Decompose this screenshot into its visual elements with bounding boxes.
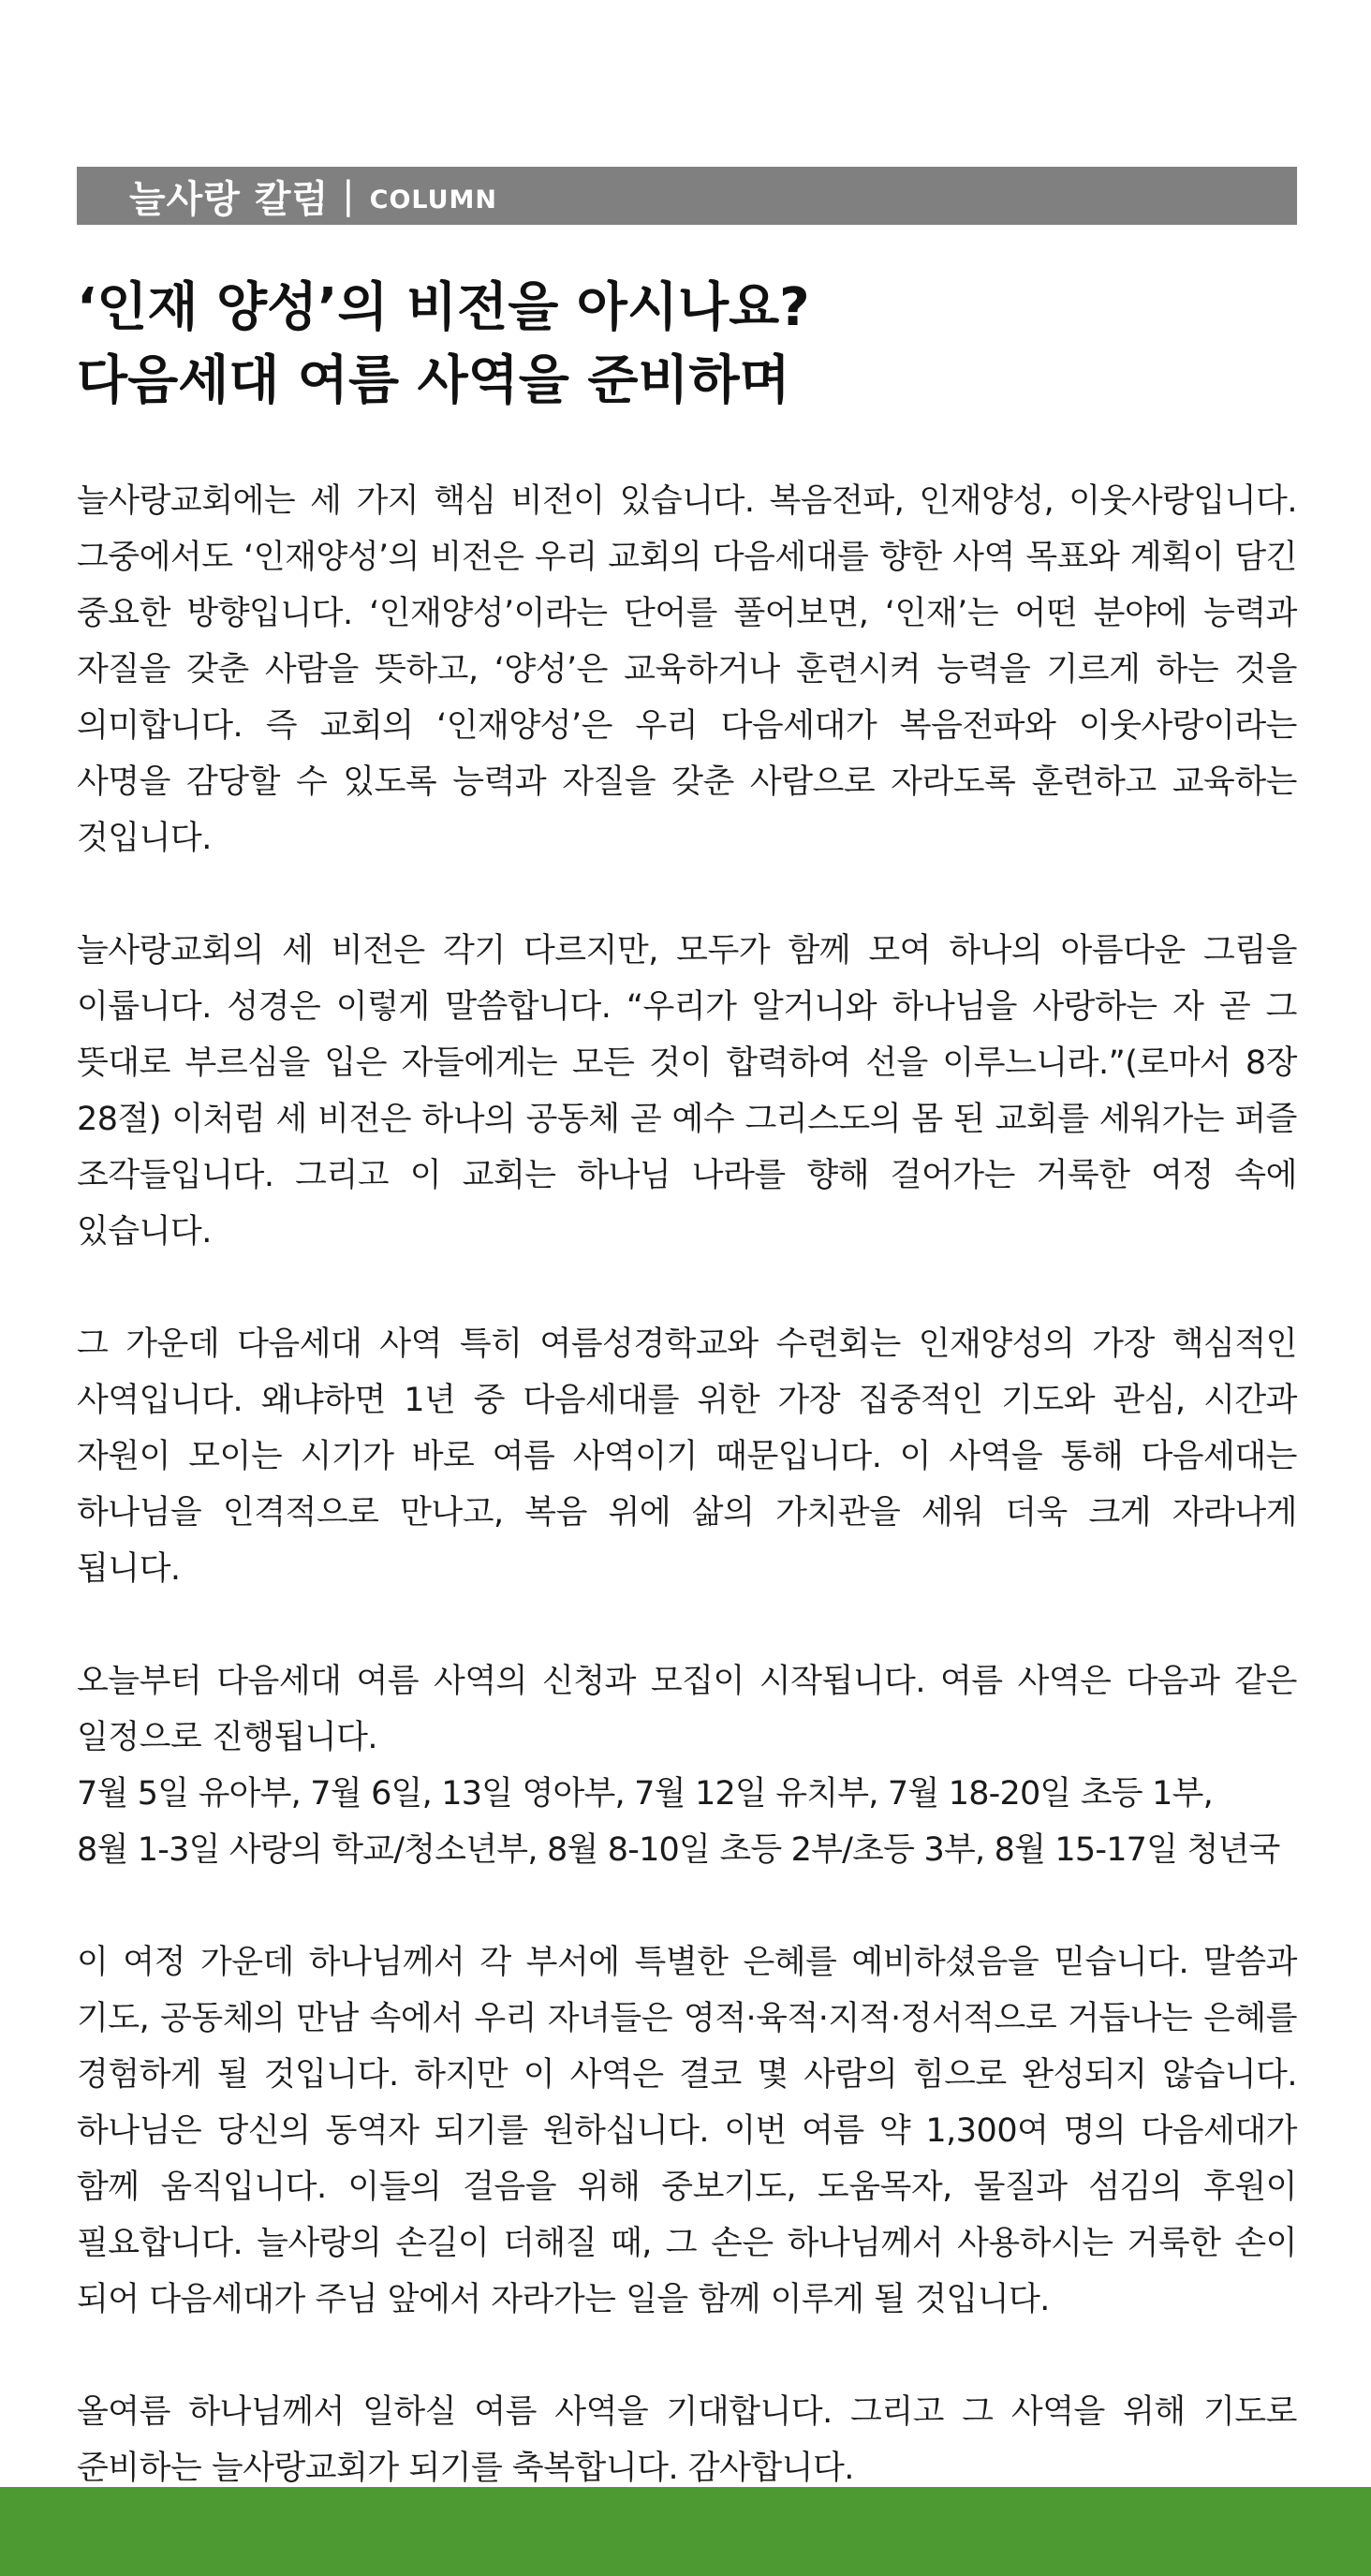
schedule-list (77, 1766, 1297, 1878)
headline-line-2: 다음세대 여름 사역을 준비하며 (77, 350, 790, 411)
paragraph-grace: 이 여정 가운데 하나님께서 각 부서에 특별한 은혜를 예비하셨음을 믿습니다. 말씀과 기도, 공동체의 만남 속에서 우리 자녀들은 영적·육적·지적·정서적으로 거듭나는 은혜를 경험하게 될 것입니다. 하지만 이 사역은 결코 몇 사람의 힘으로 완성되지 않습니다. 하나님은 당신의 동역자 되기를 원하십니다. 이번 여름 약 1,300여 명의 다음세대가 함께 움직입니다. 이들의 걸음을 위해 중보기도, 도움목자, 물질과 섬김의 후원이 필요합니다. 늘사랑의 손길이 더해질 때, 그 손은 하나님께서 사용하시는 거룩한 손이 되어 다음세대가 주님 앞에서 자라가는 일을 함께 이루게 될 것입니다. (77, 1944, 1297, 2318)
schedule-line-2: 8월 1-3일 사랑의 학교/청소년부, 8월 8-10일 초등 2부/초등 3부, 8월 15-17일 청년국 (77, 1831, 1280, 1869)
article-body (77, 473, 1297, 2553)
paragraph-three-visions: 늘사랑교회의 세 비전은 각기 다르지만, 모두가 함께 모여 하나의 아름다운 그림을 이룹니다. 성경은 이렇게 말씀합니다. “우리가 알거니와 하나님을 사랑하는 자 곧 그 뜻대로 부르심을 입은 자들에게는 모든 것이 합력하여 선을 이루느니라.”(로마서 8장 28절) 이처럼 세 비전은 하나의 공동체 곧 예수 그리스도의 몸 된 교회를 세워가는 퍼즐 조각들입니다. 그리고 이 교회는 하나님 나라를 향해 걸어가는 거룩한 여정 속에 있습니다. (77, 932, 1297, 1251)
paragraph-summer-ministry: 그 가운데 다음세대 사역 특히 여름성경학교와 수련회는 인재양성의 가장 핵심적인 사역입니다. 왜냐하면 1년 중 다음세대를 위한 가장 집중적인 기도와 관심, 시간과 자원이 모이는 시기가 바로 여름 사역이기 때문입니다. 이 사역을 통해 다음세대는 하나님을 인격적으로 만나고, 복음 위에 삶의 가치관을 세워 더욱 크게 자라나게 됩니다. (77, 1325, 1297, 1588)
schedule-line-1: 7월 5일 유아부, 7월 6일, 13일 영아부, 7월 12일 유치부, 7월 18-20일 초등 1부, (77, 1775, 1213, 1813)
article-headline (77, 272, 1297, 418)
footer-bar (0, 2487, 1371, 2576)
column-subtitle: COLUMN (369, 185, 498, 215)
headline-line-1: ‘인재 양성’의 비전을 아시나요? (77, 277, 810, 338)
paragraph-registration: 오늘부터 다음세대 여름 사역의 신청과 모집이 시작됩니다. 여름 사역은 다음과 같은 일정으로 진행됩니다. (77, 1663, 1297, 1756)
paragraph-closing: 올여름 하나님께서 일하실 여름 사역을 기대합니다. 그리고 그 사역을 위해 기도로 준비하는 늘사랑교회가 되기를 축복합니다. 감사합니다. (77, 2393, 1297, 2487)
header-separator: | (342, 174, 355, 217)
paragraph-vision: 늘사랑교회에는 세 가지 핵심 비전이 있습니다. 복음전파, 인재양성, 이웃사랑입니다. 그중에서도 ‘인재양성’의 비전은 우리 교회의 다음세대를 향한 사역 목표와 계획이 담긴 중요한 방향입니다. ‘인재양성’이라는 단어를 풀어보면, ‘인재’는 어떤 분야에 능력과 자질을 갖춘 사람을 뜻하고, ‘양성’은 교육하거나 훈련시켜 능력을 기르게 하는 것을 의미합니다. 즉 교회의 ‘인재양성’은 우리 다음세대가 복음전파와 이웃사랑이라는 사명을 감당할 수 있도록 능력과 자질을 갖춘 사람으로 자라도록 훈련하고 교육하는 것입니다. (77, 482, 1297, 857)
column-header-bar (77, 167, 1297, 225)
column-title: 늘사랑 칼럼 (129, 177, 330, 221)
